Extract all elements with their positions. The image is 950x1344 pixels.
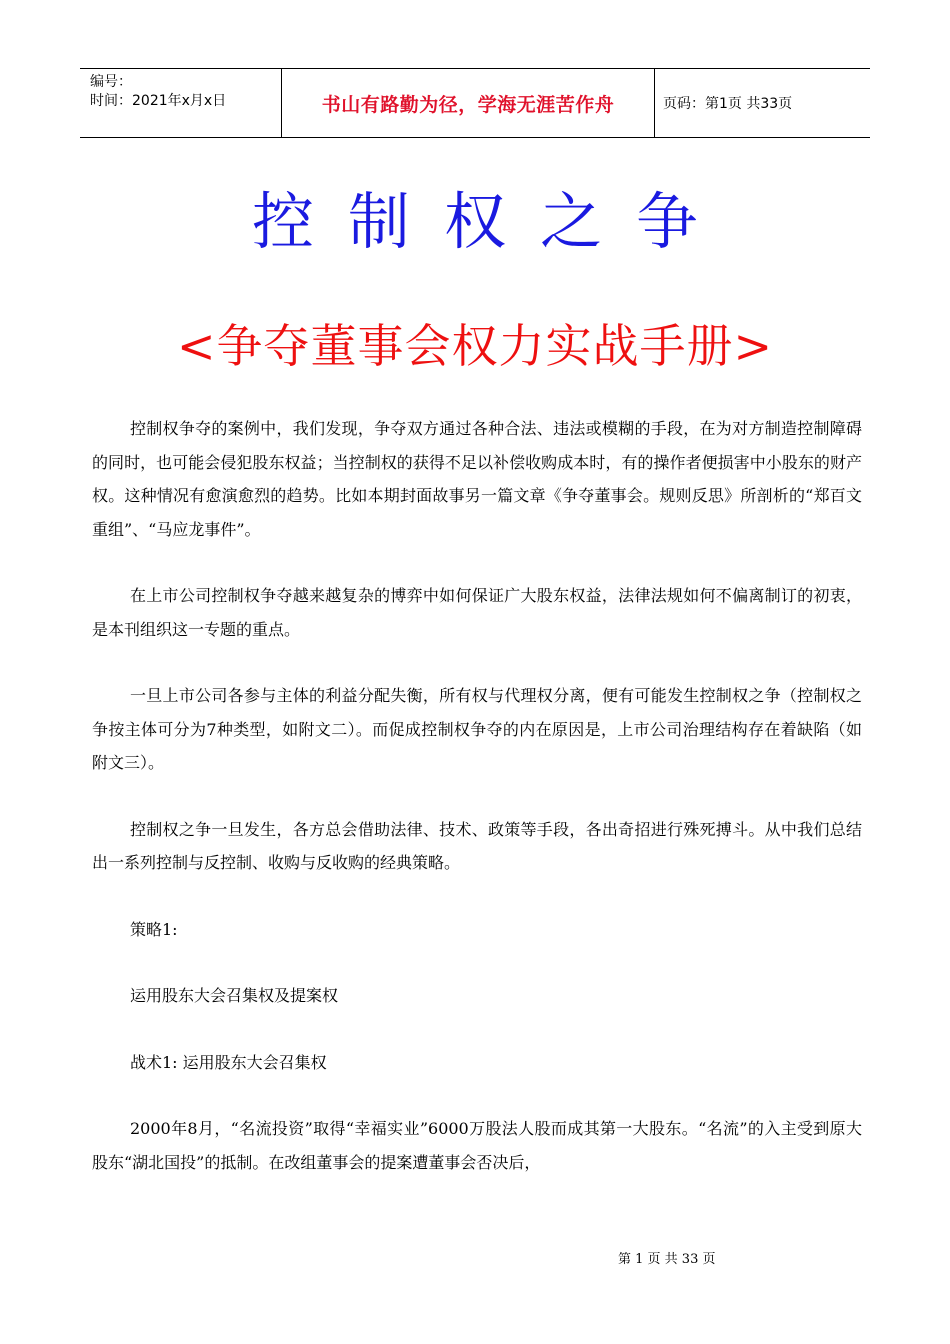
header-motto: 书山有路勤为径，学海无涯苦作舟 xyxy=(282,69,655,137)
paragraph: 一旦上市公司各参与主体的利益分配失衡，所有权与代理权分离，便有可能发生控制权之争（控制权之争按主体可分为7种类型，如附文二）。而促成控制权争夺的内在原因是，上市公司治理结构存在着缺陷（如附文三）。 xyxy=(92,686,862,772)
header-time-label: 时间：2021年x月x日 xyxy=(90,93,227,109)
footer-page-number: 第 1 页 共 33 页 xyxy=(618,1252,716,1267)
strategy-title: 运用股东大会召集权及提案权 xyxy=(130,986,339,1005)
paragraph: 2000年8月，“名流投资”取得“幸福实业”6000万股法人股而成其第一大股东。“名流”的入主受到原大股东“湖北国投”的抵制。在改组董事会的提案遭董事会否决后， xyxy=(92,1119,862,1172)
paragraph: 控制权争夺的案例中，我们发现，争夺双方通过各种合法、违法或模糊的手段，在为对方制造控制障碍的同时，也可能会侵犯股东权益；当控制权的获得不足以补偿收购成本时，有的操作者便损害中小股东的财产权。这种情况有愈演愈烈的趋势。比如本期封面故事另一篇文章《争夺董事会。规则反思》所剖析的“郑百文重组”、“马应龙事件”。 xyxy=(92,419,862,539)
document-subtitle: <争夺董事会权力实战手册> xyxy=(176,319,774,373)
header-page-info: 页码：第1页 共33页 xyxy=(663,96,793,112)
header-meta xyxy=(80,69,282,137)
paragraph: 在上市公司控制权争夺越来越复杂的博弈中如何保证广大股东权益，法律法规如何不偏离制订的初衷，是本刊组织这一专题的重点。 xyxy=(92,586,862,639)
paragraph: 控制权之争一旦发生，各方总会借助法律、技术、政策等手段，各出奇招进行殊死搏斗。从中我们总结出一系列控制与反控制、收购与反收购的经典策略。 xyxy=(92,819,862,872)
header-number-label: 编号： xyxy=(90,74,132,90)
document-body xyxy=(92,412,862,1179)
tactic-heading: 战术1: 运用股东大会召集权 xyxy=(130,1052,327,1072)
document-title: 控制权之争 xyxy=(251,185,732,258)
strategy-heading: 策略1: xyxy=(130,919,178,939)
page-header xyxy=(80,68,870,138)
